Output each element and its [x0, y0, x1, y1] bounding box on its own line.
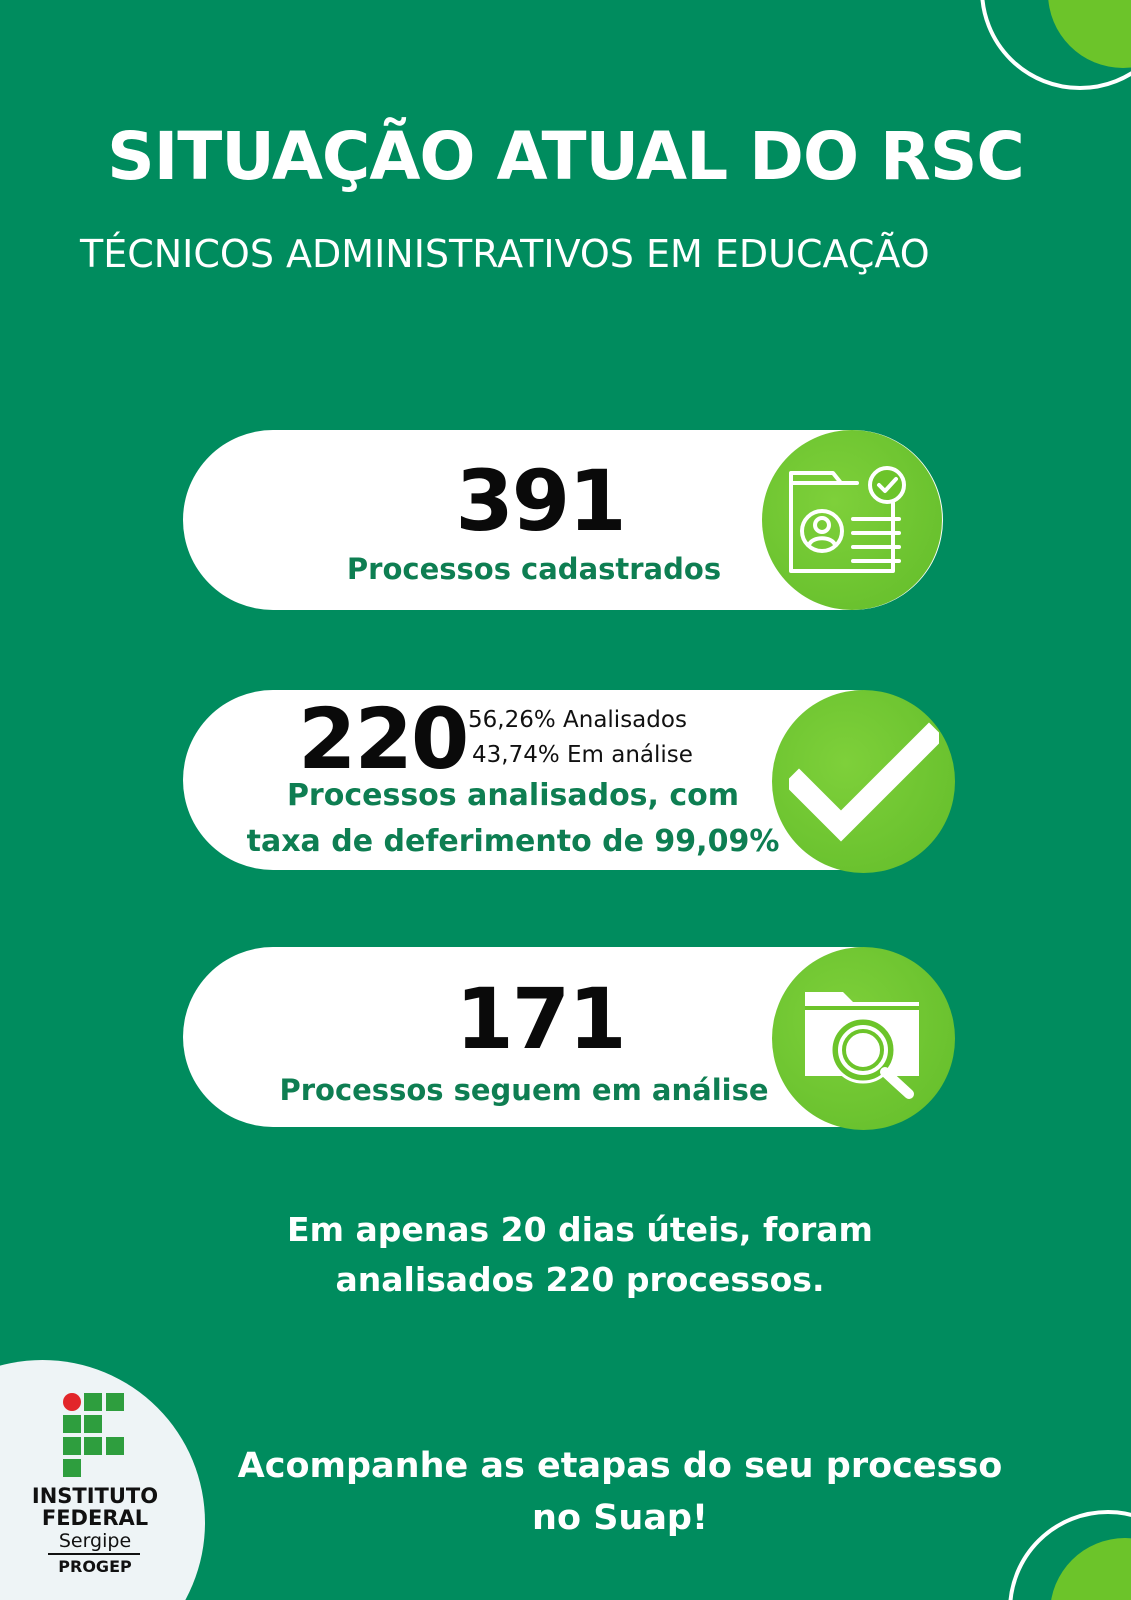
- pending-label: Processos seguem em análise: [279, 1073, 769, 1107]
- logo-divider: [48, 1553, 140, 1555]
- pending-count: 171: [455, 970, 625, 1068]
- analyzed-label-line1: Processos analisados, com: [286, 778, 740, 813]
- badge-pending: [772, 947, 955, 1130]
- badge-analyzed: [772, 690, 955, 873]
- analyzed-count: 220: [298, 690, 468, 788]
- folder-search-icon: [799, 974, 929, 1104]
- percent-in-analysis: 43,74% Em análise: [472, 742, 693, 768]
- call-to-action: [220, 1440, 1020, 1544]
- registered-count: 391: [455, 452, 625, 550]
- checkmark-icon: [789, 722, 939, 842]
- page-title: SITUAÇÃO ATUAL DO RSC: [107, 118, 1024, 195]
- logo-text-sergipe: Sergipe: [58, 1530, 132, 1552]
- summary-note-line2: analisados 220 processos.: [335, 1260, 825, 1299]
- percent-analyzed: 56,26% Analisados: [468, 707, 687, 733]
- summary-note: [130, 1205, 1030, 1305]
- summary-note-line1: Em apenas 20 dias úteis, foram: [287, 1210, 873, 1249]
- page-subtitle: TÉCNICOS ADMINISTRATIVOS EM EDUCAÇÃO: [80, 232, 930, 276]
- cta-line2: no Suap!: [532, 1498, 708, 1538]
- cta-line1: Acompanhe as etapas do seu processo: [237, 1446, 1003, 1486]
- analyzed-label-line2: taxa de deferimento de 99,09%: [246, 824, 780, 859]
- logo-text-progep: PROGEP: [58, 1557, 132, 1576]
- badge-registered: [762, 430, 942, 610]
- logo-text-federal: FEDERAL: [41, 1506, 149, 1530]
- logo-text-instituto: INSTITUTO: [31, 1484, 159, 1508]
- document-profile-check-icon: [787, 465, 917, 575]
- institute-logo-icon: [62, 1392, 126, 1478]
- registered-label: Processos cadastrados: [346, 552, 722, 586]
